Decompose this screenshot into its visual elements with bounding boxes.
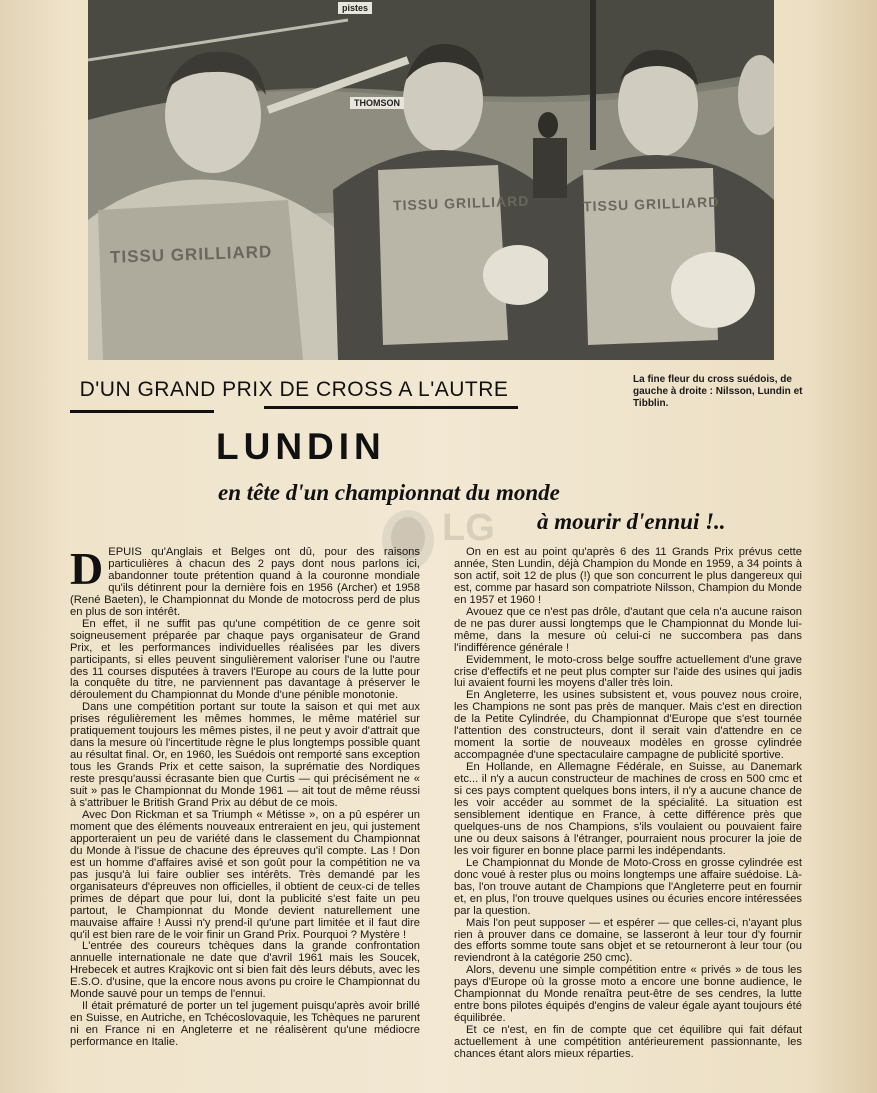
riders-photo-illustration: [88, 0, 774, 360]
article-paragraph: Avec Don Rickman et sa Triumph « Métisse », on a pû espérer un moment que des éléments nouveaux entreraient en jeu, qui justement apporteraient un peu de variété dans le classement du Championnat du Monde à l'issue de chacune des épreuves qu'il compte. Las ! Don est un homme d'affaires avisé et son goût pour la compétition ne va pas jusqu'à lui faire oublier ses intérêts. Très demandé par les organisateurs d'épreuves non officielles, il obtient de ceux-ci de telles primes de départ que pour lui, dont la publicité s'est faite un peu partout, le Championnat du Monde devient naturellement une mauvaise affaire ! Aussi n'y prend-il qu'une part limitée et il faut dire qu'il est bien rare de le voir finir un Grand Prix. Pourquoi ? Mystère !: [70, 808, 420, 941]
article-paragraph: Avouez que ce n'est pas drôle, d'autant que cela n'a aucune raison de ne pas durer aussi longtemps que le Championnat du Monde lui-même, dans la mesure où celui-ci ne succombera pas dans l'indifférence générale !: [454, 605, 802, 654]
article-paragraph: L'entrée des coureurs tchèques dans la grande confrontation annuelle internationale ne date que d'avril 1961 mais les Soucek, Hrebecek et autres Krajkovic ont si bien fait dès leurs débuts, avec les E.S.O. d'usine, que la encore nous avons pu croire le Championnat du Monde sauvé pour un temps de l'ennui.: [70, 940, 420, 1001]
article-paragraph: On en est au point qu'après 6 des 11 Grands Prix prévus cette année, Sten Lundin, déjà Champion du Monde en 1959, a 34 points à son actif, soit 12 de plus (!) que son concurrent le plus dangereux qui est, comme par hasard son compatriote Nilsson, Champion du Monde en 1957 et 1960 !: [454, 546, 802, 606]
article-paragraph: En Hollande, en Allemagne Fédérale, en Suisse, au Danemark etc... il n'y a aucun constructeur de machines de cross en 500 cmc et si ces pays comptent quelques bons inters, il n'y a aucune chance de les voir accéder au sommet de la spécialité. La situation est sensiblement identique en France, à cette différence près que quelques-uns de nos Champions, s'ils voulaient ou pouvaient faire une ou deux saisons à l'étranger, pourraient nous procurer la joie de les voir figurer en bonne place parmi les indépendants.: [454, 761, 802, 857]
watermark-letters: LG: [442, 507, 495, 549]
article-paragraph: Il était prématuré de porter un tel jugement puisqu'après avoir brillé en Suisse, en Autriche, en Tchécoslovaquie, les Tchèques ne parurent ni en France ni en Angleterre et ne réalisèrent qu'une médiocre performance en Italie.: [70, 1000, 420, 1049]
article-paragraph: Alors, devenu une simple compétition entre « privés » de tous les pays d'Europe où la grosse moto a encore une bonne audience, le Championnat du Monde renaîtra peut-être de ses cendres, la lutte entre bons pilotes équipés d'engins de valeur égale ayant toujours été équilibrée.: [454, 964, 802, 1025]
track-sign: pistes: [338, 2, 372, 14]
riders-photo: [88, 0, 774, 360]
article-paragraph: En effet, il ne suffit pas qu'une compétition de ce genre soit soigneusement préparée par chaque pays organisateur de Grand Prix, et les performances individuelles réalisées par les divers participants, si elles peuvent singulièrement valoriser l'une ou l'autre des 11 courses disputées à travers l'Europe au cours de la lutte pour la conquête du titre, ne parviennent pas davantage à préserver le déroulement du Championnat du Monde d'une pénible monotonie.: [70, 617, 420, 702]
thomson-sign: THOMSON: [350, 97, 404, 109]
headline: LUNDIN: [216, 426, 386, 467]
vest-label-middle: TISSU GRILLIARD: [392, 192, 530, 214]
section-title: D'UN GRAND PRIX DE CROSS A L'AUTRE: [79, 378, 509, 401]
article-column-left: [70, 543, 420, 1049]
article-paragraph: Evidemment, le moto-cross belge souffre actuellement d'une grave crise d'effectifs et ne peut plus compter sur l'aide des usines qui jadis lui avaient fourni les moyens d'aller très loin.: [454, 653, 802, 690]
vest-label-right: TISSU GRILLIARD: [582, 193, 720, 215]
article-paragraph: Le Championnat du Monde de Moto-Cross en grosse cylindrée est donc voué à rester plus ou moins longtemps une affaire suédoise. Là-bas, l'on trouve autant de Champions que l'Angleterre peut en fournir et, en plus, l'on trouve quelques usines ou écuries encore intéressées par la question.: [454, 856, 802, 917]
article-column-right: [454, 547, 802, 1061]
photo-caption: La fine fleur du cross suédois, de gauche à droite : Nilsson, Lundin et Tibblin.: [633, 374, 803, 409]
drop-cap: D: [70, 543, 104, 594]
title-rule-right: [264, 406, 518, 409]
subtitle-line-1: en tête d'un championnat du monde: [218, 480, 560, 505]
subtitle-line-2: à mourir d'ennui !..: [537, 509, 726, 534]
article-paragraph: En Angleterre, les usines subsistent et, vous pouvez nous croire, les Champions ne sont pas près de manquer. Mais c'est en direction de la Petite Cylindrée, du Championnat d'Europe que s'est tournée l'attention des constructeurs, dont il serait vain d'attendre en ce moment la sortie de nouveaux modèles en grosse cylindrée accompagnée d'une spectaculaire campagne de publicité sportive.: [454, 689, 802, 762]
article-paragraph: DEPUIS qu'Anglais et Belges ont dû, pour des raisons particulières à chacun des 2 pays dont nous parlons ici, abandonner toute prétention quand à la couronne mondiale qu'ils détinrent pour la dernière fois en 1956 (Archer) et 1958 (René Baeten), le Championnat du Monde de motocross perd de plus en plus de son intérêt.: [70, 543, 420, 618]
article-paragraph: Dans une compétition portant sur toute la saison et qui met aux prises régulièrement les mêmes hommes, le même matériel sur pratiquement toujours les mêmes pistes, il ne peut y avoir d'attrait que dans la mesure où l'incertitude règne le plus longtemps possible quant au résultat final. Or, en 1960, les Suédois ont remporté sans exception tous les Grands Prix et cette saison, la suprématie des Nordiques reste presqu'aussi écrasante bien que Curtis — qui précisément ne « suit » pas le Championnat du Monde 1961 — ait tout de même réussi à s'attribuer le British Grand Prix au début de ce mois.: [70, 701, 420, 810]
vest-label-left: TISSU GRILLIARD: [109, 242, 273, 267]
article-paragraph: Et ce n'est, en fin de compte que cet équilibre qui fait défaut actuellement à une compétition antérieurement passionnante, les chances étant alors mieux réparties.: [454, 1024, 802, 1061]
article-paragraph: Mais l'on peut supposer — et espérer — que celles-ci, n'ayant plus rien à prouver dans ce domaine, se lasseront à leur tour d'y fournir des efforts somme toute sans objet et se retourneront à leur tour (ou reviendront à la catégorie 250 cmc).: [454, 916, 802, 965]
title-rule-left: [70, 410, 214, 413]
